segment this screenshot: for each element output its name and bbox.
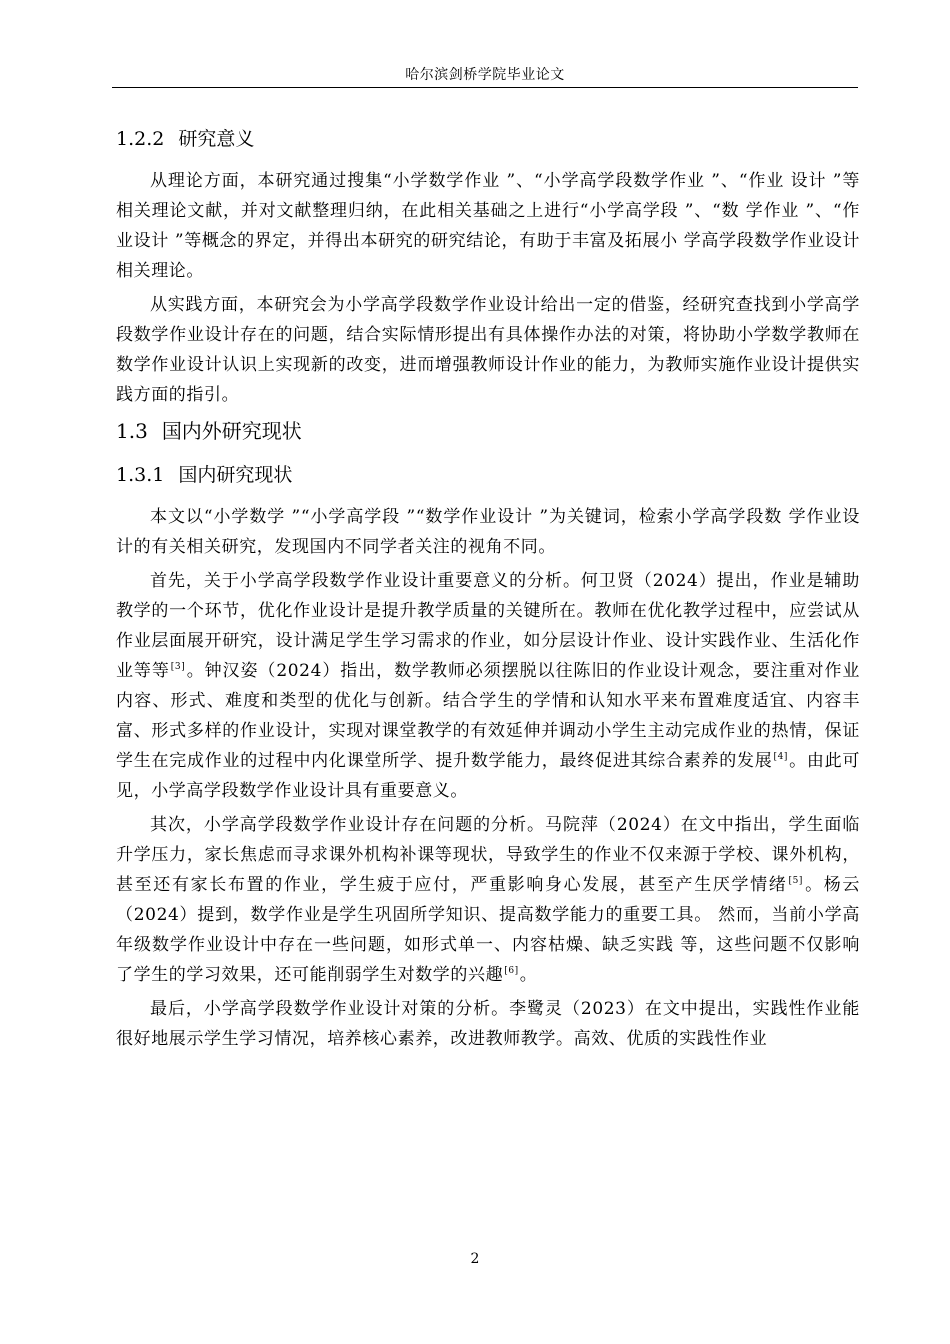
- section-number: 1.3.1: [116, 464, 165, 486]
- paragraph-text: 。钟汉姿（2024）指出，数学教师必须摆脱以往陈旧的作业设计观念，要注重对作业内容、形式、难度和类型的优化与创新。结合学生的学情和认知水平来布置难度适宜、内容丰富、形式多样的作业设计，实现对课堂教学的有效延伸并调动小学生主动完成作业的热情，保证学生在完成作业的过程中内化课堂所学、提升数学能力，最终促进其综合素养的发展: [116, 661, 860, 771]
- citation-ref: [3]: [170, 662, 186, 672]
- page-number: 2: [470, 1251, 480, 1267]
- section-heading-1-3: [116, 416, 860, 446]
- section-number: 1.3: [116, 419, 148, 443]
- paragraph-keywords: 本文以“小学数学 ”“小学高学段 ”“数学作业设计 ”为关键词，检索小学高学段数 学作业设计的有关相关研究，发现国内不同学者关注的视角不同。: [116, 507, 860, 557]
- section-number: 1.2.2: [116, 128, 165, 150]
- paragraph-theory: 从理论方面，本研究通过搜集“小学数学作业 ”、“小学高学段数学作业 ”、“作业 设计 ”等相关理论文献，并对文献整理归纳，在此相关基础之上进行“小学高学段 ”、“数 学作业 ”、“作业设计 ”等概念的界定，并得出本研究的研究结论，有助于丰富及拓展小 学高学段数学作业设计相关理论。: [116, 171, 860, 281]
- citation-ref: [6]: [504, 966, 519, 976]
- section-heading-1-3-1: [116, 460, 860, 490]
- paragraph-text: 。杨云（2024）提到，数学作业是学生巩固所学知识、提高数学能力的重要工具。 然而，当前小学高年级数学作业设计中存在一些问题，如形式单一、内容枯燥、缺乏实践 等，这些问题不仅影响了学生的学习效果，还可能削弱学生对数学的兴趣: [116, 875, 860, 985]
- citation-ref: [5]: [788, 876, 804, 886]
- paragraph-problems: [116, 810, 860, 990]
- section-title: 国内外研究现状: [161, 419, 302, 443]
- running-header: 哈尔滨剑桥学院毕业论文: [405, 67, 565, 83]
- paragraph-text: 。: [519, 965, 538, 985]
- page-body: [116, 124, 860, 1054]
- section-title: 国内研究现状: [178, 464, 293, 486]
- header-rule: [112, 87, 858, 88]
- section-title: 研究意义: [178, 128, 255, 150]
- paragraph-significance: [116, 566, 860, 806]
- citation-ref: [4]: [773, 752, 789, 762]
- paragraph-text: 首先，关于小学高学段数学作业设计重要意义的分析。何卫贤（2024）提出，作业是辅助教学的一个环节，优化作业设计是提升教学质量的关键所在。教师在优化教学过程中，应尝试从作业层面展开研究，设计满足学生学习需求的作业，如分层设计作业、设计实践作业、生活化作业等等: [116, 571, 860, 681]
- paragraph-text: 其次，小学高学段数学作业设计存在问题的分析。马院萍（2024）在文中指出，学生面临升学压力，家长焦虑而寻求课外机构补课等现状，导致学生的作业不仅来源于学校、课外机构，甚至还有家长布置的作业，学生疲于应付，严重影响身心发展，甚至产生厌学情绪: [116, 815, 860, 895]
- paragraph-text: 。由此可见，小学高学段数学作业设计具有重要意义。: [116, 751, 861, 801]
- section-heading-1-2-2: [116, 124, 860, 154]
- paragraph-practice: 从实践方面，本研究会为小学高学段数学作业设计给出一定的借鉴，经研究查找到小学高学段数学作业设计存在的问题，结合实际情形提出有具体操作办法的对策，将协助小学数学教师在数学作业设计认识上实现新的改变，进而增强教师设计作业的能力，为教师实施作业设计提供实践方面的指引。: [116, 295, 860, 405]
- paragraph-strategies: 最后，小学高学段数学作业设计对策的分析。李鹭灵（2023）在文中提出，实践性作业能很好地展示学生学习情况，培养核心素养，改进教师教学。高效、优质的实践性作业: [116, 999, 860, 1049]
